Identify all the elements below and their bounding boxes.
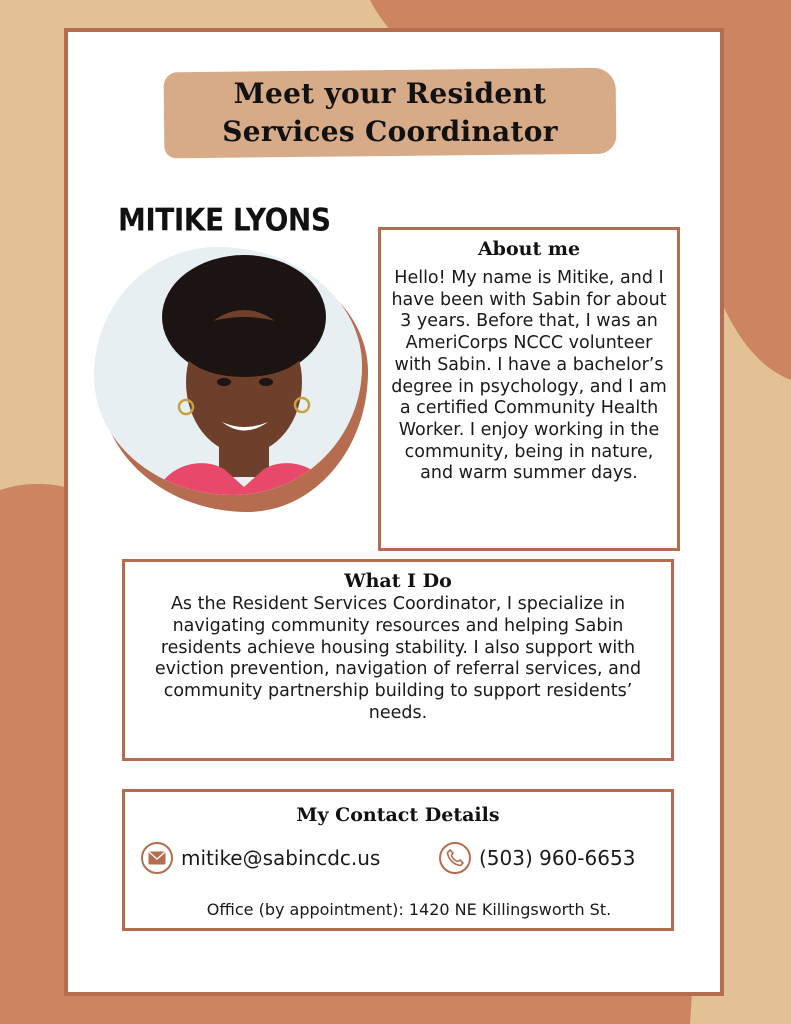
phone-number[interactable]: (503) 960-6653	[479, 846, 636, 870]
coordinator-name: MITIKE LYONS	[118, 202, 331, 239]
what-i-do-box	[122, 559, 674, 761]
about-me-text: Hello! My name is Mitike, and I have been with Sabin for about 3 years. Before that, I was an AmeriCorps NCCC volunteer with Sabin. I have a bachelor’s degree in psychology, and I am a certified Community Health Worker. I enjoy working in the community, being in nature, and warm summer days.	[391, 268, 667, 484]
email-address[interactable]: mitike@sabincdc.us	[181, 846, 381, 870]
page-title	[164, 70, 616, 156]
office-address: Office (by appointment): 1420 NE Killingsworth St.	[206, 900, 612, 919]
about-me-box	[378, 227, 680, 551]
phone-contact[interactable]	[439, 842, 635, 874]
envelope-icon	[141, 842, 173, 874]
what-i-do-heading: What I Do	[344, 570, 452, 592]
title-line-1: Meet your Resident	[233, 77, 547, 110]
what-i-do-text: As the Resident Services Coordinator, I specialize in navigating community resources and helping Sabin residents achieve housing stability. I also support with eviction prevention, navigation of referral services, and community partnership building to support residents’ needs.	[154, 594, 642, 723]
phone-icon	[439, 842, 471, 874]
title-line-2: Services Coordinator	[222, 115, 558, 148]
about-me-heading: About me	[477, 238, 581, 260]
profile-card	[64, 28, 724, 996]
email-contact[interactable]	[141, 842, 380, 874]
portrait-image	[94, 247, 362, 495]
contact-heading: My Contact Details	[296, 804, 500, 826]
portrait-photo	[94, 247, 374, 517]
contact-details-box	[122, 789, 674, 931]
